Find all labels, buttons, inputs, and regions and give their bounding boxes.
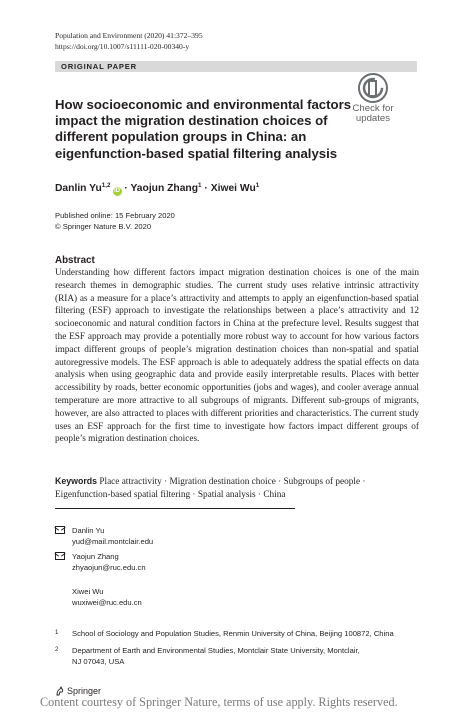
section-label: ORIGINAL PAPER bbox=[61, 62, 137, 71]
published-date: Published online: 15 February 2020 bbox=[55, 211, 175, 220]
author-separator: · bbox=[204, 183, 208, 194]
envelope-icon[interactable] bbox=[55, 526, 65, 534]
envelope-icon[interactable] bbox=[55, 552, 65, 560]
abstract-heading: Abstract bbox=[55, 255, 95, 266]
footnote-divider bbox=[55, 508, 295, 509]
keywords-block bbox=[55, 475, 419, 502]
author-name[interactable]: Danlin Yu bbox=[55, 183, 102, 194]
affiliation-text-line-2: NJ 07043, USA bbox=[72, 656, 125, 666]
contact-name: Yaojun Zhang bbox=[72, 552, 119, 561]
section-label-bar bbox=[55, 61, 417, 72]
contact-danlin-yu bbox=[55, 526, 154, 546]
author-list bbox=[55, 179, 259, 196]
author-affil-ref: 1 bbox=[255, 182, 260, 189]
orcid-icon[interactable]: iD bbox=[114, 188, 120, 194]
affiliation-text-line-1: Department of Earth and Environmental Studies, Montclair State University, Montclair, bbox=[72, 646, 360, 655]
copyright-line bbox=[55, 222, 151, 233]
keywords-text: Place attractivity · Migration destination choice · Subgroups of people · Eigenfunction-based spatial filtering · Spatial analysis · China bbox=[55, 477, 366, 500]
contact-yaojun-zhang bbox=[55, 552, 146, 572]
copyright-icon: © bbox=[55, 222, 63, 231]
affiliation-number: 1 bbox=[55, 630, 59, 636]
copyright-text: Springer Nature B.V. 2020 bbox=[62, 222, 152, 231]
affiliation-number: 2 bbox=[55, 647, 59, 653]
contact-name: Xiwei Wu bbox=[72, 587, 104, 596]
badge-line-1: Check for bbox=[352, 103, 394, 114]
courtesy-notice: Content courtesy of Springer Nature, terms of use apply. Rights reserved. bbox=[40, 695, 398, 709]
doi-link[interactable]: https://doi.org/10.1007/s11111-020-00340-y bbox=[55, 42, 190, 51]
abstract-text: Understanding how different factors impact migration destination choices is one of the main research themes in demographic studies. The current study uses relative intrinsic attractivity (RIA) as a measure for a place’s attractivity and attempts to apply an eigenfunction-based spatial filtering (ESF) approach to investigate the relationships between a place’s attractivity and 12 socioeconomic and natural condition factors in China at the prefecture level. Results suggest that the ESF approach may provide a potentially more robust way to account for how various factors impact different groups of people’s migration destination choices than non-spatial and spatial autoregressive models. The ESF approach is able to adequately address the spatial effects on data analysis when using geographic data and provide easily interpretable results. Places with better accessibility by roads, better economic opportunities (jobs and wages), and cooler average annual temperature are more attractive to all subgroups of migrants. Different sub-groups of migrants, however, are also attracted to places with different priorities and characteristics. The current study uses an ESF approach for the first time to investigate how factors impact different groups of people’s migration destination choices. bbox=[55, 268, 419, 445]
author-separator: · bbox=[124, 183, 128, 194]
contact-email[interactable]: yud@mail.montclair.edu bbox=[72, 536, 154, 546]
contact-email[interactable]: wuxiwei@ruc.edu.cn bbox=[72, 597, 142, 607]
journal-citation: Population and Environment (2020) 41:372–395 bbox=[55, 31, 203, 40]
affiliation-text: School of Sociology and Population Studies, Renmin University of China, Beijing 100872, China bbox=[72, 629, 394, 638]
affiliation-text bbox=[72, 646, 432, 667]
author-affil-ref: 1,2 bbox=[101, 182, 111, 189]
author-affil-ref: 1 bbox=[198, 182, 202, 189]
keywords-label: Keywords bbox=[55, 476, 98, 486]
author-name[interactable]: Xiwei Wu bbox=[210, 183, 256, 194]
contact-name: Danlin Yu bbox=[72, 526, 105, 535]
badge-line-2: updates bbox=[355, 112, 391, 124]
author-name[interactable]: Yaojun Zhang bbox=[130, 183, 199, 194]
publisher-name: Springer bbox=[67, 686, 102, 696]
contact-email[interactable]: zhyaojun@ruc.edu.cn bbox=[72, 562, 146, 572]
paper-title: How socioeconomic and environmental factors impact the migration destination choices of different population groups in China: an eigenfunction-based spatial filtering analysis bbox=[55, 97, 352, 161]
